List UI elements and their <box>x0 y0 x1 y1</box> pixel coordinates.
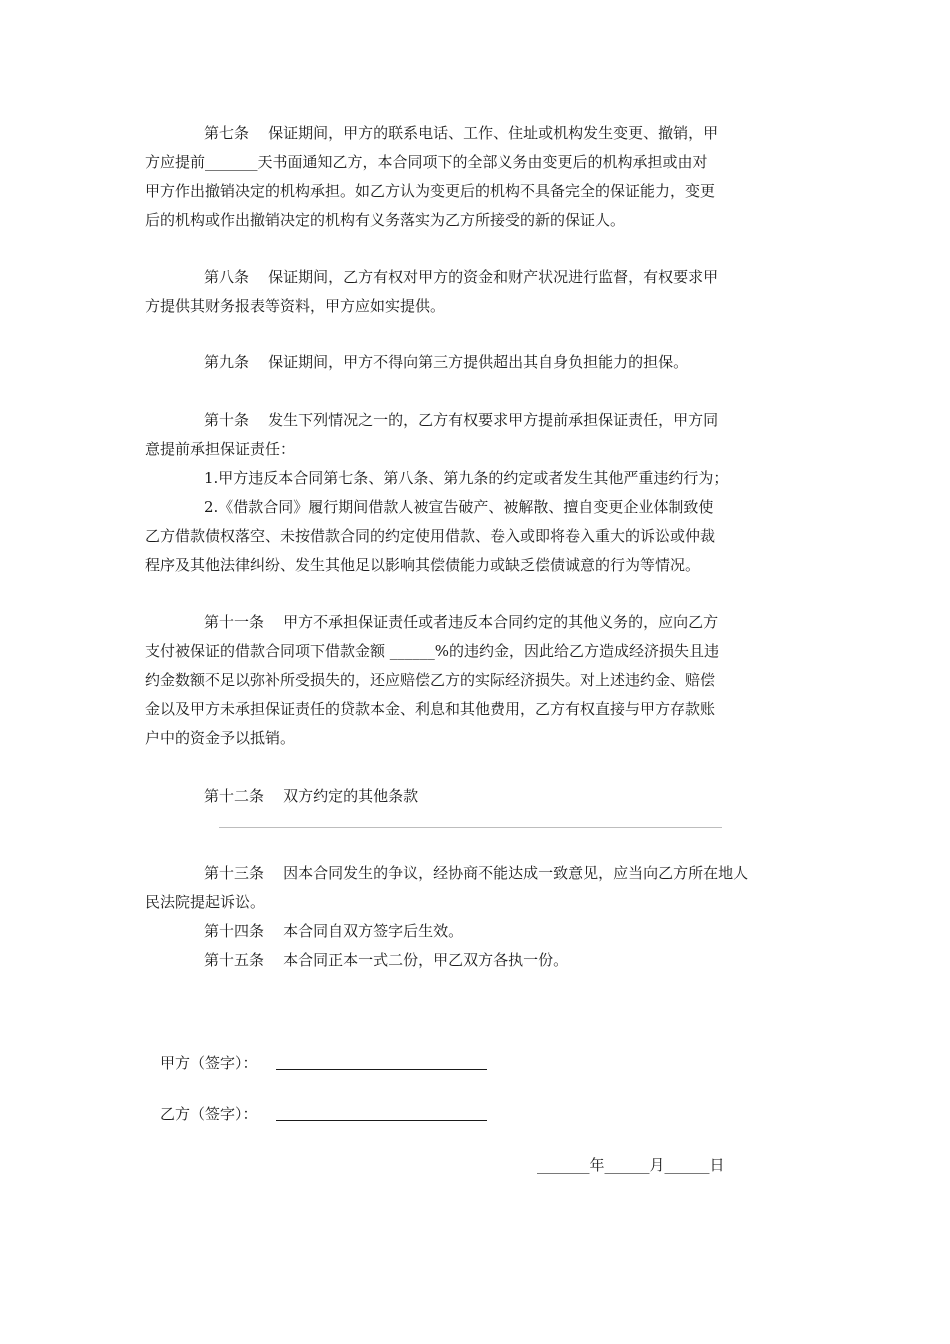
article-7-line-3: 甲方作出撤销决定的机构承担。如乙方认为变更后的机构不具备完全的保证能力，变更 <box>145 182 716 200</box>
article-11-line-3: 约金数额不足以弥补所受损失的，还应赔偿乙方的实际经济损失。对上述违约金、赔偿 <box>145 671 716 689</box>
article-12-line-1: 第十二条 双方约定的其他条款 <box>204 787 419 805</box>
article-7-line-1: 第七条 保证期间，甲方的联系电话、工作、住址或机构发生变更、撤销，甲 <box>204 124 719 142</box>
article-14-line-1: 第十四条 本合同自双方签字后生效。 <box>204 922 464 940</box>
article-10-line-6: 程序及其他法律纠纷、发生其他足以影响其偿债能力或缺乏偿债诚意的行为等情况。 <box>145 556 701 574</box>
article-10-line-1: 第十条 发生下列情况之一的，乙方有权要求甲方提前承担保证责任，甲方同 <box>204 411 719 429</box>
party-b-signature-label: 乙方（签字）： <box>160 1105 258 1123</box>
article-8-line-1: 第八条 保证期间，乙方有权对甲方的资金和财产状况进行监督，有权要求甲 <box>204 268 719 286</box>
article-10-item-1: 1.甲方违反本合同第七条、第八条、第九条的约定或者发生其他严重违约行为； <box>204 469 729 487</box>
article-11-line-2: 支付被保证的借款合同项下借款金额 ______%的违约金，因此给乙方造成经济损失且违 <box>145 642 720 660</box>
party-a-signature-label: 甲方（签字）： <box>160 1054 258 1072</box>
article-13-line-2: 民法院提起诉讼。 <box>145 893 266 911</box>
blank-terms-line <box>219 827 722 828</box>
article-11-line-5: 户中的资金予以抵销。 <box>145 729 296 747</box>
article-15-line-1: 第十五条 本合同正本一式二份，甲乙双方各执一份。 <box>204 951 569 969</box>
date-line: _______年______月______日 <box>537 1156 725 1174</box>
article-10-line-5: 乙方借款债权落空、未按借款合同的约定使用借款、卷入或即将卷入重大的诉讼或仲裁 <box>145 527 716 545</box>
article-8-line-2: 方提供其财务报表等资料，甲方应如实提供。 <box>145 297 446 315</box>
article-11-line-1: 第十一条 甲方不承担保证责任或者违反本合同约定的其他义务的，应向乙方 <box>204 613 719 631</box>
article-7-line-2: 方应提前_______天书面通知乙方，本合同项下的全部义务由变更后的机构承担或由对 <box>145 153 708 171</box>
article-7-line-4: 后的机构或作出撤销决定的机构有义务落实为乙方所接受的新的保证人。 <box>145 211 626 229</box>
article-10-line-2: 意提前承担保证责任： <box>145 440 296 458</box>
party-b-signature-line <box>276 1120 487 1121</box>
article-10-item-2: 2.《借款合同》履行期间借款人被宣告破产、被解散、擅自变更企业体制致使 <box>204 498 714 516</box>
article-9-line-1: 第九条 保证期间，甲方不得向第三方提供超出其自身负担能力的担保。 <box>204 353 689 371</box>
party-a-signature-line <box>276 1069 487 1070</box>
article-11-line-4: 金以及甲方未承担保证责任的贷款本金、利息和其他费用，乙方有权直接与甲方存款账 <box>145 700 716 718</box>
article-13-line-1: 第十三条 因本合同发生的争议，经协商不能达成一致意见，应当向乙方所在地人 <box>204 864 749 882</box>
